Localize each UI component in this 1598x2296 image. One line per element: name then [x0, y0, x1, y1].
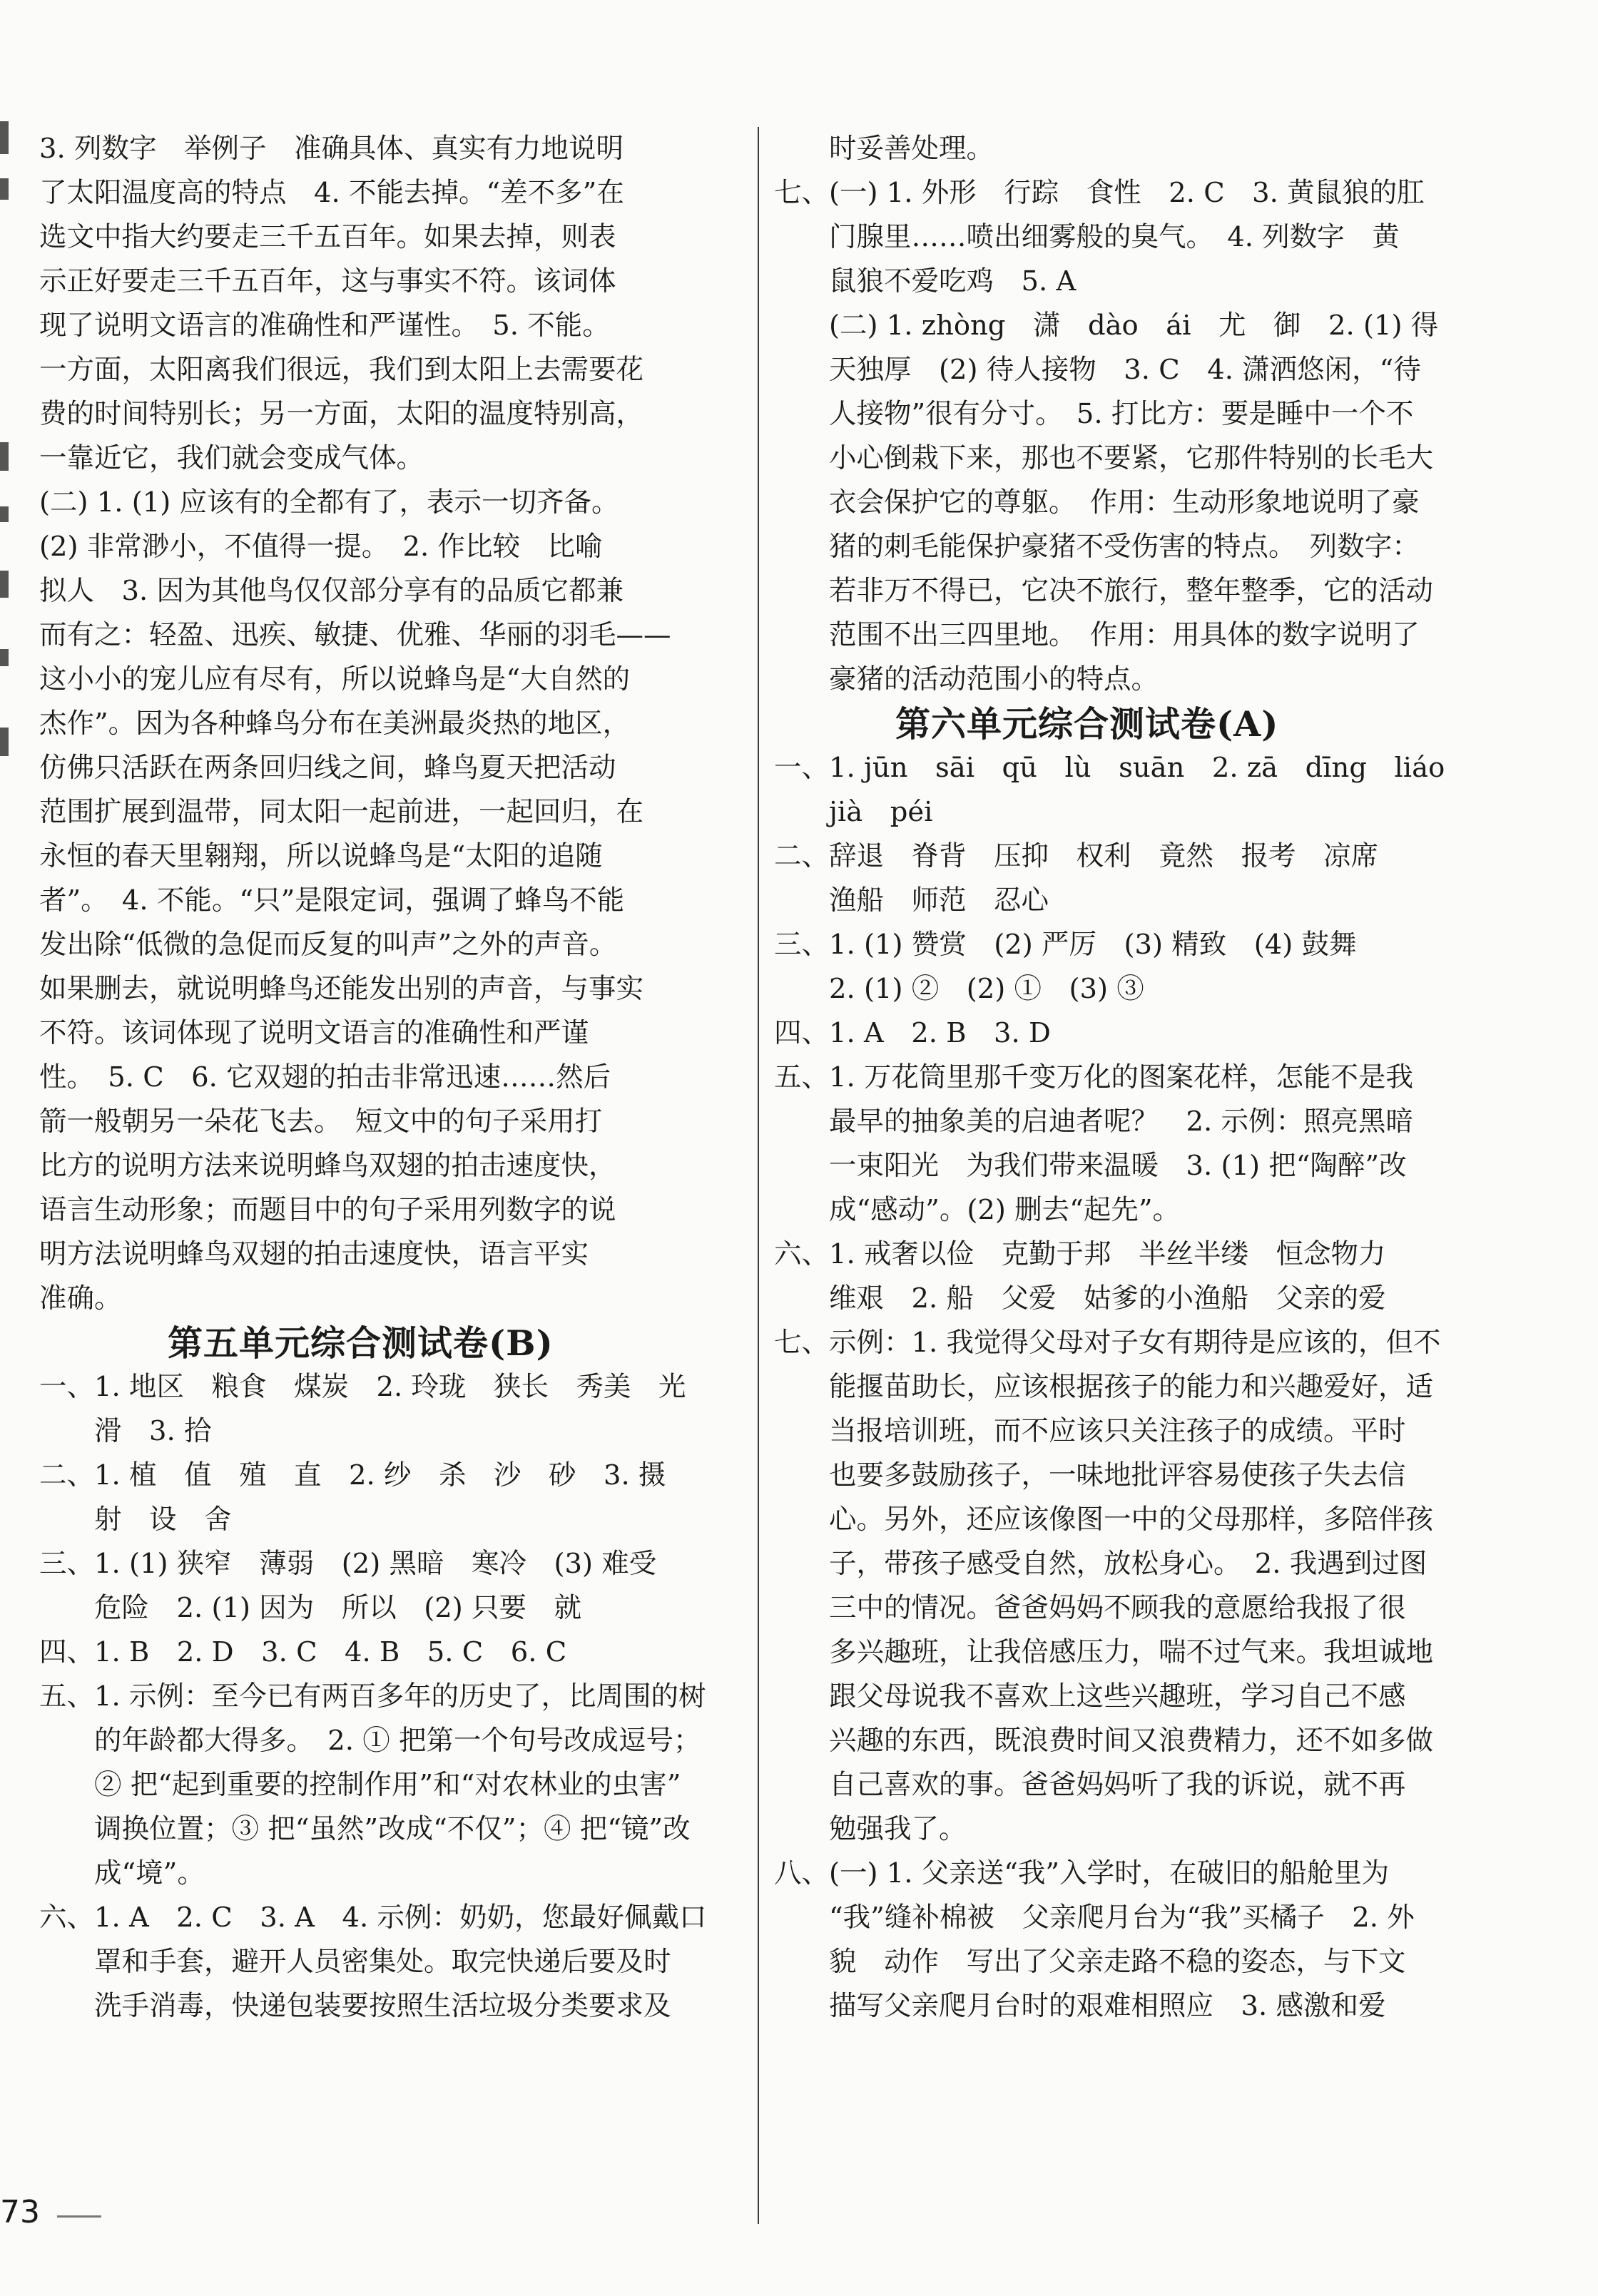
answer-line: 3. 列数字 举例子 准确具体、真实有力地说明 — [39, 133, 624, 165]
answer-line: 四、1. B 2. D 3. C 4. B 5. C 6. C — [39, 1636, 567, 1668]
answer-line: 罩和手套，避开人员密集处。取完快递后要及时 — [39, 1946, 671, 1978]
answer-line: 危险 2. (1) 因为 所以 (2) 只要 就 — [39, 1592, 582, 1624]
answer-line: 二、辞退 脊背 压抑 权利 竟然 报考 凉席 — [774, 840, 1379, 872]
section-heading: 第六单元综合测试卷(A) — [895, 703, 1279, 745]
answer-line: jià péi — [774, 796, 933, 828]
answer-line: 明方法说明蜂鸟双翅的拍击速度快，语言平实 — [39, 1238, 589, 1270]
answer-line: 比方的说明方法来说明蜂鸟双翅的拍击速度快， — [39, 1150, 616, 1182]
answer-line: 描写父亲爬月台时的艰难相照应 3. 感激和爱 — [774, 1990, 1386, 2022]
answer-line: 性。 5. C 6. 它双翅的拍击非常迅速……然后 — [39, 1061, 611, 1093]
section-heading: 第五单元综合测试卷(B) — [168, 1322, 554, 1364]
answer-line: 准确。 — [39, 1282, 122, 1315]
answer-line: 而有之：轻盈、迅疾、敏捷、优雅、华丽的羽毛—— — [39, 619, 671, 651]
answer-line: 子，带孩子感受自然，放松身心。 2. 我遇到过图 — [774, 1548, 1427, 1580]
answer-line: 六、1. A 2. C 3. A 4. 示例：奶奶，您最好佩戴口 — [39, 1902, 707, 1934]
answer-line: 七、示例：1. 我觉得父母对子女有期待是应该的，但不 — [774, 1327, 1441, 1359]
answer-line: 二、1. 植 值 殖 直 2. 纱 杀 沙 砂 3. 摄 — [39, 1459, 666, 1491]
answer-line: 最早的抽象美的启迪者呢？ 2. 示例：照亮黑暗 — [774, 1106, 1413, 1138]
answer-line: 兴趣的东西，既浪费时间又浪费精力，还不如多做 — [774, 1725, 1434, 1757]
answer-line: 三、1. (1) 狭窄 薄弱 (2) 黑暗 寒冷 (3) 难受 — [39, 1548, 657, 1580]
answer-line: 多兴趣班，让我倍感压力，喘不过气来。我坦诚地 — [774, 1636, 1434, 1668]
answer-line: 示正好要走三千五百年，这与事实不符。该词体 — [39, 265, 616, 297]
answer-line: 一束阳光 为我们带来温暖 3. (1) 把“陶醉”改 — [774, 1150, 1407, 1182]
answer-line: 七、(一) 1. 外形 行踪 食性 2. C 3. 黄鼠狼的肛 — [774, 177, 1425, 209]
answer-line: 了太阳温度高的特点 4. 不能去掉。“差不多”在 — [39, 177, 624, 209]
answer-line: 这小小的宠儿应有尽有，所以说蜂鸟是“大自然的 — [39, 663, 631, 695]
answer-line: 滑 3. 拾 — [39, 1415, 212, 1447]
answer-line: 箭一般朝另一朵花飞去。 短文中的句子采用打 — [39, 1106, 603, 1138]
answer-line: 的年龄都大得多。 2. ① 把第一个句号改成逗号； — [39, 1725, 701, 1757]
answer-line: 四、1. A 2. B 3. D — [774, 1017, 1051, 1049]
answer-line: 者”。 4. 不能。“只”是限定词，强调了蜂鸟不能 — [39, 884, 625, 917]
answer-line: 一、1. 地区 粮食 煤炭 2. 玲珑 狭长 秀美 光 — [39, 1371, 686, 1403]
answer-line: 三中的情况。爸爸妈妈不顾我的意愿给我报了很 — [774, 1592, 1406, 1624]
answer-line: 也要多鼓励孩子，一味地批评容易使孩子失去信 — [774, 1459, 1406, 1491]
answer-line: 语言生动形象；而题目中的句子采用列数字的说 — [39, 1194, 616, 1226]
answer-line: 若非万不得已，它决不旅行，整年整季，它的活动 — [774, 575, 1434, 607]
answer-line: 仿佛只活跃在两条回归线之间，蜂鸟夏天把活动 — [39, 752, 616, 784]
answer-line: 渔船 师范 忍心 — [774, 884, 1049, 917]
answer-line: 人接物”很有分寸。 5. 打比方：要是睡中一个不 — [774, 398, 1414, 430]
answer-line: 选文中指大约要走三千五百年。如果去掉，则表 — [39, 221, 616, 253]
answer-line: ② 把“起到重要的控制作用”和“对农林业的虫害” — [39, 1769, 681, 1801]
answer-line: 能揠苗助长，应该根据孩子的能力和兴趣爱好，适 — [774, 1371, 1434, 1403]
answer-line: 小心倒栽下来，那也不要紧，它那件特别的长毛大 — [774, 442, 1434, 474]
answer-line: 六、1. 戒奢以俭 克勤于邦 半丝半缕 恒念物力 — [774, 1238, 1386, 1270]
answer-line: (二) 1. (1) 应该有的全都有了，表示一切齐备。 — [39, 486, 619, 519]
footer-rule — [57, 2215, 101, 2218]
answer-line: 维艰 2. 船 父爱 姑爹的小渔船 父亲的爱 — [774, 1282, 1386, 1315]
answer-line: 五、1. 万花筒里那千变万化的图案花样，怎能不是我 — [774, 1061, 1413, 1093]
page-number: 73 — [0, 2194, 40, 2230]
answer-line: 不符。该词体现了说明文语言的准确性和严谨 — [39, 1017, 589, 1049]
answer-line: 豪猪的活动范围小的特点。 — [774, 663, 1159, 695]
answer-line: 当报培训班，而不应该只关注孩子的成绩。平时 — [774, 1415, 1406, 1447]
answer-line: “我”缝补棉被 父亲爬月台为“我”买橘子 2. 外 — [774, 1902, 1415, 1934]
answer-line: 自己喜欢的事。爸爸妈妈听了我的诉说，就不再 — [774, 1769, 1406, 1801]
answer-line: 范围扩展到温带，同太阳一起前进，一起回归，在 — [39, 796, 644, 828]
answer-line: 成“感动”。(2) 删去“起先”。 — [774, 1194, 1181, 1226]
answer-line: 猪的刺毛能保护豪猪不受伤害的特点。 列数字： — [774, 531, 1420, 563]
answer-line: 貌 动作 写出了父亲走路不稳的姿态，与下文 — [774, 1946, 1406, 1978]
answer-line: 一、1. jūn sāi qū lù suān 2. zā dīng liáo — [774, 752, 1445, 784]
answer-line: 现了说明文语言的准确性和严谨性。 5. 不能。 — [39, 310, 610, 342]
answer-line: 发出除“低微的急促而反复的叫声”之外的声音。 — [39, 929, 617, 961]
answer-line: 三、1. (1) 赞赏 (2) 严厉 (3) 精致 (4) 鼓舞 — [774, 929, 1357, 961]
answer-line: 洗手消毒，快递包装要按照生活垃圾分类要求及 — [39, 1990, 671, 2022]
answer-line: 勉强我了。 — [774, 1813, 967, 1845]
answer-line: 一靠近它，我们就会变成气体。 — [39, 442, 424, 474]
answer-line: 范围不出三四里地。 作用：用具体的数字说明了 — [774, 619, 1420, 651]
answer-line: 鼠狼不爱吃鸡 5. A — [774, 265, 1077, 297]
answer-line: 如果删去，就说明蜂鸟还能发出别的声音，与事实 — [39, 973, 644, 1005]
answer-line: 成“境”。 — [39, 1857, 205, 1889]
answer-line: 心。另外，还应该像图一中的父母那样，多陪伴孩 — [774, 1504, 1434, 1536]
answer-line: 时妥善处理。 — [774, 133, 994, 165]
answer-line: 调换位置；③ 把“虽然”改成“不仅”；④ 把“镜”改 — [39, 1813, 691, 1845]
answer-line: 费的时间特别长；另一方面，太阳的温度特别高， — [39, 398, 644, 430]
answer-line: 门腺里……喷出细雾般的臭气。 4. 列数字 黄 — [774, 221, 1400, 253]
answer-line: 杰作”。因为各种蜂鸟分布在美洲最炎热的地区， — [39, 708, 631, 740]
answer-line: (二) 1. zhòng 潇 dào ái 尤 御 2. (1) 得 — [774, 310, 1439, 342]
answer-line: 八、(一) 1. 父亲送“我”入学时，在破旧的船舱里为 — [774, 1857, 1390, 1889]
column-divider — [758, 127, 759, 2224]
answer-line: 跟父母说我不喜欢上这些兴趣班，学习自己不感 — [774, 1680, 1406, 1713]
answer-line: 衣会保护它的尊躯。 作用：生动形象地说明了豪 — [774, 486, 1420, 519]
answer-line: 拟人 3. 因为其他鸟仅仅部分享有的品质它都兼 — [39, 575, 624, 607]
page-edge-marks — [0, 107, 13, 820]
answer-line: (2) 非常渺小，不值得一提。 2. 作比较 比喻 — [39, 531, 603, 563]
answer-line: 五、1. 示例：至今已有两百多年的历史了，比周围的树 — [39, 1680, 706, 1713]
answer-line: 一方面，太阳离我们很远，我们到太阳上去需要花 — [39, 354, 644, 386]
answer-line: 天独厚 (2) 待人接物 3. C 4. 潇洒悠闲，“待 — [774, 354, 1421, 386]
answer-line: 永恒的春天里翱翔，所以说蜂鸟是“太阳的追随 — [39, 840, 603, 872]
answer-line: 2. (1) ② (2) ① (3) ③ — [774, 973, 1144, 1005]
answer-line: 射 设 舍 — [39, 1504, 232, 1536]
